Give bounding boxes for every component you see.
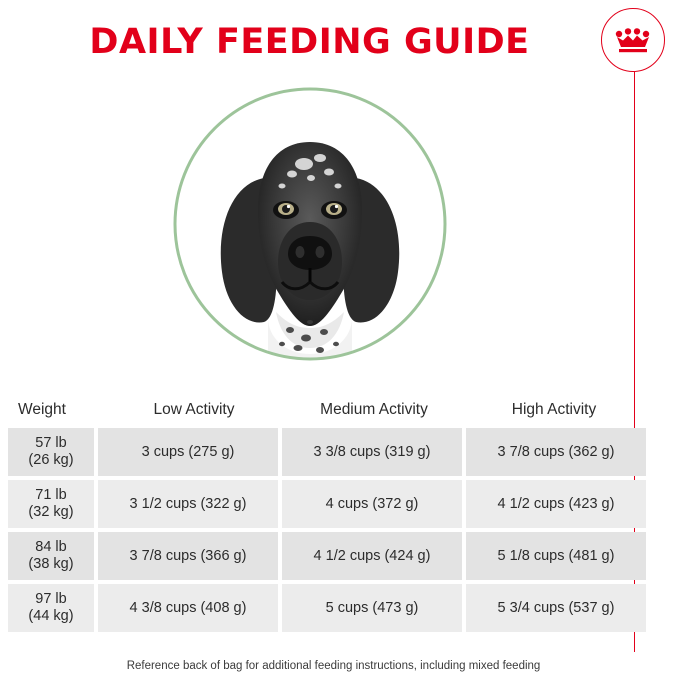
cell-weight <box>8 480 94 528</box>
dog-illustration <box>172 86 448 362</box>
crown-icon <box>614 28 654 54</box>
cell-low-activity: 3 1/2 cups (322 g) <box>98 480 278 528</box>
weight-lb: 57 lb <box>35 435 67 452</box>
cell-low-activity: 3 cups (275 g) <box>98 428 278 476</box>
weight-kg: (38 kg) <box>28 556 74 572</box>
cell-low-activity: 4 3/8 cups (408 g) <box>98 584 278 632</box>
column-header-medium-activity: Medium Activity <box>320 401 428 418</box>
cell-weight <box>8 532 94 580</box>
cell-weight <box>8 428 94 476</box>
table-row <box>8 532 636 580</box>
table-row <box>8 428 636 476</box>
footnote: Reference back of bag for additional feeding instructions, including mixed feeding <box>126 660 541 672</box>
cell-high-activity: 3 7/8 cups (362 g) <box>466 428 646 476</box>
weight-lb: 84 lb <box>35 539 67 556</box>
weight-lb: 97 lb <box>35 591 67 608</box>
cell-medium-activity: 3 3/8 cups (319 g) <box>282 428 462 476</box>
cell-medium-activity: 4 cups (372 g) <box>282 480 462 528</box>
weight-kg: (44 kg) <box>28 608 74 624</box>
cell-high-activity: 4 1/2 cups (423 g) <box>466 480 646 528</box>
column-header-weight: Weight <box>18 401 66 418</box>
column-header-low-activity: Low Activity <box>153 401 235 418</box>
weight-kg: (32 kg) <box>28 504 74 520</box>
feeding-table <box>8 392 636 636</box>
cell-low-activity: 3 7/8 cups (366 g) <box>98 532 278 580</box>
weight-lb: 71 lb <box>35 487 67 504</box>
cell-weight <box>8 584 94 632</box>
table-header-row <box>8 392 636 428</box>
brand-logo <box>601 8 667 74</box>
table-row <box>8 480 636 528</box>
column-header-high-activity: High Activity <box>511 401 597 418</box>
cell-high-activity: 5 1/8 cups (481 g) <box>466 532 646 580</box>
cell-medium-activity: 4 1/2 cups (424 g) <box>282 532 462 580</box>
cell-high-activity: 5 3/4 cups (537 g) <box>466 584 646 632</box>
table-row <box>8 584 636 632</box>
cell-medium-activity: 5 cups (473 g) <box>282 584 462 632</box>
dog-portrait-image <box>172 86 448 362</box>
page-title: DAILY FEEDING GUIDE <box>89 22 530 62</box>
weight-kg: (26 kg) <box>28 452 74 468</box>
